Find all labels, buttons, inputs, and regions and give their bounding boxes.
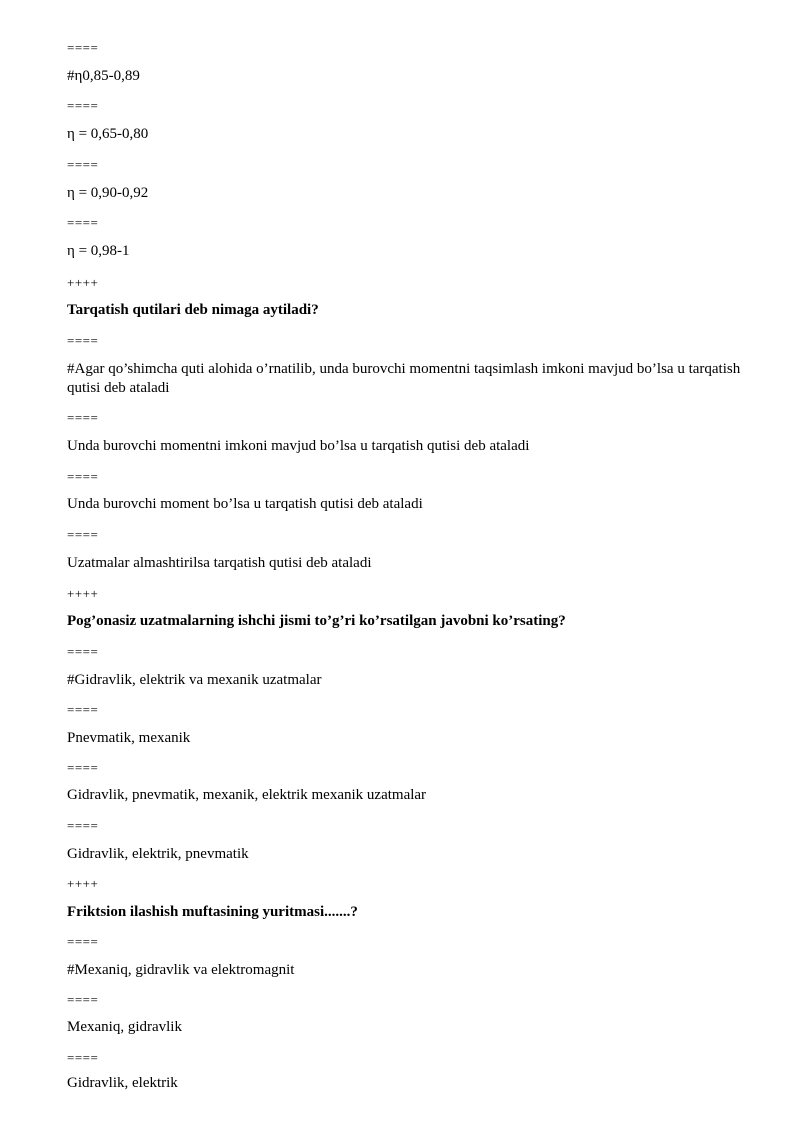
answer-option: Gidravlik, elektrik [67,1075,178,1091]
separator: ==== [67,992,99,1007]
answer-option: Mexaniq, gidravlik [67,1019,182,1035]
answer-option: Pnevmatik, mexanik [67,730,191,746]
answer-option: #Agar qo’shimcha quti alohida o’rnatilib, unda burovchi momentni taqsimlash imkoni mavjud bo’lsa u tarqatish qutisi deb ataladi [67,361,741,396]
question-separator: ++++ [67,275,99,290]
separator: ==== [67,702,99,717]
answer-option: #η0,85-0,89 [67,68,140,84]
answer-option: #Mexaniq, gidravlik va elektromagnit [67,962,295,978]
answer-option: Unda burovchi moment bo’lsa u tarqatish qutisi deb ataladi [67,496,423,512]
answer-option: Uzatmalar almashtirilsa tarqatish qutisi deb ataladi [67,555,372,571]
answer-option: #Gidravlik, elektrik va mexanik uzatmalar [67,672,322,688]
separator: ==== [67,934,99,949]
separator: ==== [67,1050,99,1065]
separator: ==== [67,818,99,833]
question-separator: ++++ [67,586,99,601]
question-title: Friktsion ilashish muftasining yuritmasi.......? [67,904,358,920]
separator: ==== [67,98,99,113]
answer-option: Gidravlik, pnevmatik, mexanik, elektrik mexanik uzatmalar [67,787,427,803]
answer-option: Unda burovchi momentni imkoni mavjud bo’lsa u tarqatish qutisi deb ataladi [67,438,530,454]
answer-option: η = 0,65-0,80 [67,126,149,142]
answer-option: η = 0,98-1 [67,243,130,259]
separator: ==== [67,333,99,348]
separator: ==== [67,469,99,484]
separator: ==== [67,157,99,172]
question-separator: ++++ [67,876,99,891]
separator: ==== [67,410,99,425]
answer-option: Gidravlik, elektrik, pnevmatik [67,846,249,862]
separator: ==== [67,760,99,775]
separator: ==== [67,40,99,55]
question-title: Tarqatish qutilari deb nimaga aytiladi? [67,302,319,318]
question-title: Pog’onasiz uzatmalarning ishchi jismi to’g’ri ko’rsatilgan javobni ko’rsating? [67,613,566,629]
separator: ==== [67,527,99,542]
answer-option: η = 0,90-0,92 [67,185,149,201]
separator: ==== [67,644,99,659]
separator: ==== [67,215,99,230]
